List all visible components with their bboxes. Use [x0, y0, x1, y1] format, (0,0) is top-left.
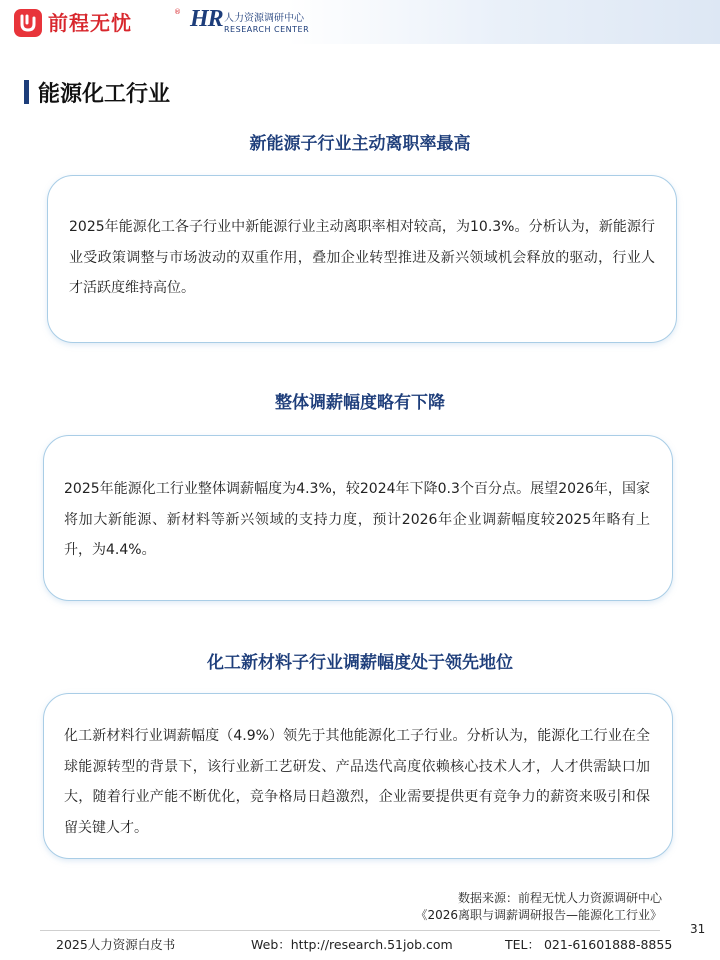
page-header: [0, 0, 720, 44]
data-source-line-1: 数据来源：前程无忧人力资源调研中心: [457, 891, 662, 905]
content-card-1: [47, 175, 677, 343]
card-text-2: 2025年能源化工行业整体调薪幅度为4.3%，较2024年下降0.3个百分点。展望2026年，国家将加大新能源、新材料等新兴领域的支持力度，预计2026年企业调薪幅度较2025年略有上升，为4.4%。: [64, 481, 650, 558]
data-source-line-2: 《2026离职与调薪调研报告—能源化工行业》: [415, 908, 662, 922]
block-heading-1: 新能源子行业主动离职率最高: [249, 134, 471, 154]
card-text-1: 2025年能源化工各子行业中新能源行业主动离职率相对较高，为10.3%。分析认为，新能源行业受政策调整与市场波动的双重作用，叠加企业转型推进及新兴领域机会释放的驱动，行业人才活跃度维持高位。: [69, 219, 655, 296]
hr-logo: HR: [190, 6, 223, 32]
footer-book-title: 2025人力资源白皮书: [56, 937, 176, 952]
logo-trademark: ®: [174, 8, 181, 16]
hr-center-name: 人力资源调研中心: [224, 13, 304, 24]
footer-web-link[interactable]: Web：http://research.51job.com: [251, 937, 453, 952]
section-title-bar: [24, 80, 29, 104]
footer-tel: TEL： 021-61601888-8855: [505, 937, 673, 952]
block-heading-3: 化工新材料子行业调薪幅度处于领先地位: [207, 653, 513, 673]
content-card-3: [43, 693, 673, 859]
card-text-3: 化工新材料行业调薪幅度（4.9%）领先于其他能源化工子行业。分析认为，能源化工行业在全球能源转型的背景下，该行业新工艺研发、产品迭代高度依赖核心技术人才，人才供需缺口加大，随着行业产能不断优化，竞争格局日趋激烈，企业需要提供更有竞争力的薪资来吸引和保留关键人才。: [64, 728, 650, 836]
logo-text: 前程无忧: [48, 11, 132, 35]
footer-divider: [40, 930, 660, 931]
content-card-2: [43, 435, 673, 601]
block-heading-2: 整体调薪幅度略有下降: [275, 393, 445, 413]
qianchengwuyou-logo-icon: [14, 9, 42, 37]
section-title: 能源化工行业: [38, 82, 171, 107]
page-number: 31: [690, 922, 706, 936]
hr-center-english: RESEARCH CENTER: [224, 25, 310, 34]
